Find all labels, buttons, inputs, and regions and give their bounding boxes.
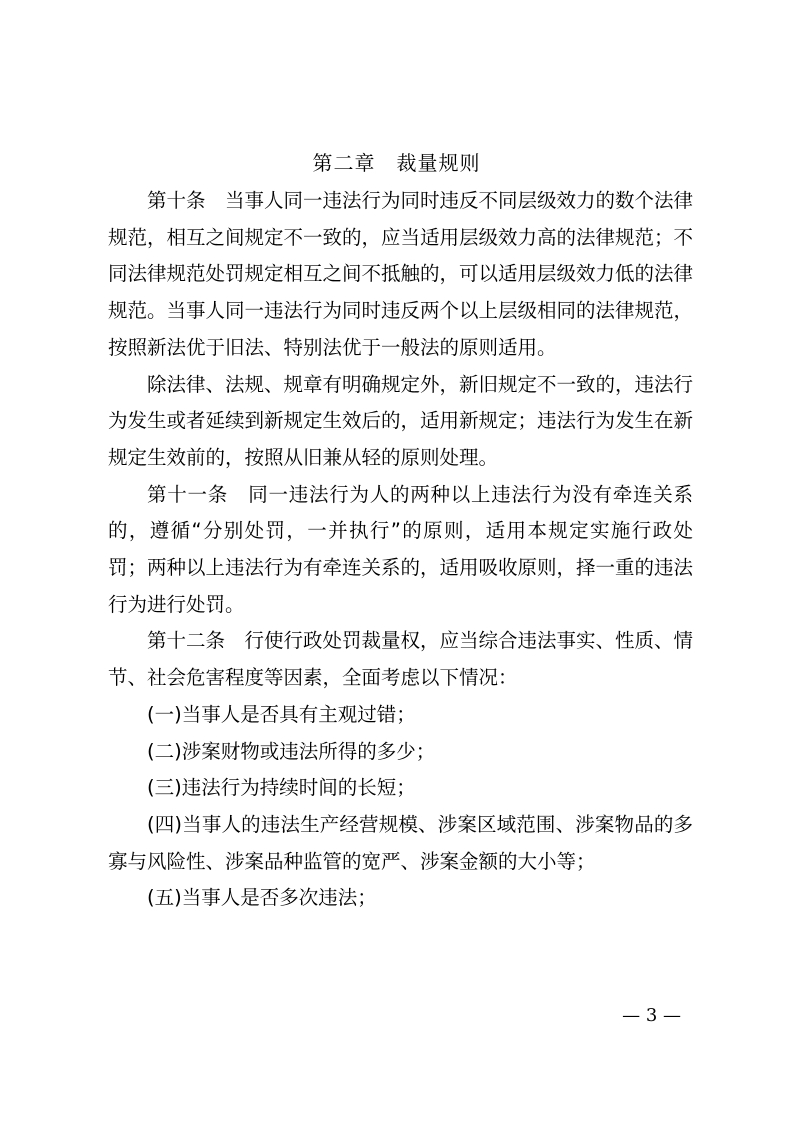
list-item-1: (一)当事人是否具有主观过错； [147, 702, 416, 726]
list-item-2: (二)涉案财物或违法所得的多少； [147, 739, 436, 763]
paragraph-old-new-rules: 除法律、法规、规章有明确规定外，新旧规定不一致的，违法行为发生或者延续到新规定生效后的，适用新规定；违法行为发生在新规定生效前的，按照从旧兼从轻的原则处理。 [108, 372, 694, 469]
chapter-title: 第二章 裁量规则 [312, 151, 481, 175]
paragraph-article-12: 第十二条 行使行政处罚裁量权，应当综合违法事实、性质、情节、社会危害程度等因素，全面考虑以下情况： [108, 629, 694, 690]
list-item-3: (三)违法行为持续时间的长短； [147, 776, 416, 800]
paragraph-article-10: 第十条 当事人同一违法行为同时违反不同层级效力的数个法律规范，相互之间规定不一致的，应当适用层级效力高的法律规范；不同法律规范处罚规定相互之间不抵触的，可以适用层级效力低的法律规范。当事人同一违法行为同时违反两个以上层级相同的法律规范，按照新法优于旧法、特别法优于一般法的原则适用。 [108, 189, 694, 359]
list-item-4: (四)当事人的违法生产经营规模、涉案区域范围、涉案物品的多寡与风险性、涉案品种监管的宽严、涉案金额的大小等； [108, 812, 693, 873]
page-number: — 3 — [622, 1005, 681, 1026]
list-item-5: (五)当事人是否多次违法； [147, 886, 377, 910]
paragraph-article-11: 第十一条 同一违法行为人的两种以上违法行为没有牵连关系的，遵循“分别处罚，一并执行”的原则，适用本规定实施行政处罚；两种以上违法行为有牵连关系的，适用吸收原则，择一重的违法行为进行处罚。 [108, 482, 694, 616]
document-body [108, 183, 693, 917]
